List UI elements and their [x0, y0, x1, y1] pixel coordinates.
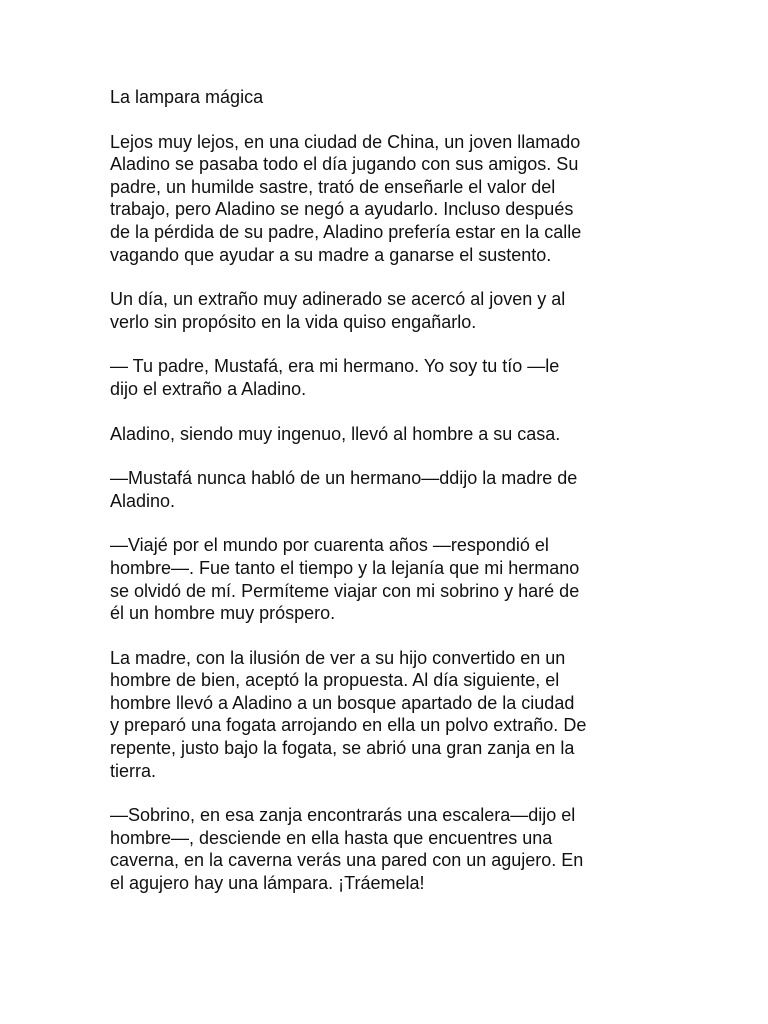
paragraph [110, 355, 670, 400]
text-line: La madre, con la ilusión de ver a su hijo convertido en un [110, 647, 566, 668]
text-line: y preparó una fogata arrojando en ella un polvo extraño. De [110, 715, 587, 736]
text-line: Aladino se pasaba todo el día jugando con sus amigos. Su [110, 154, 579, 175]
text-line: —Sobrino, en esa zanja encontrarás una escalera—dijo el [110, 805, 576, 826]
text-line: tierra. [110, 760, 157, 781]
text-line: Aladino, siendo muy ingenuo, llevó al hombre a su casa. [110, 423, 561, 444]
text-line: —Mustafá nunca habló de un hermano—ddijo la madre de [110, 468, 578, 489]
text-line: hombre—, desciende en ella hasta que encuentres una [110, 827, 553, 848]
text-line: repente, justo bajo la fogata, se abrió una gran zanja en la [110, 738, 575, 759]
text-line: hombre de bien, aceptó la propuesta. Al día siguiente, el [110, 670, 560, 691]
paragraph [110, 534, 670, 624]
text-line: él un hombre muy próspero. [110, 603, 336, 624]
text-line: caverna, en la caverna verás una pared con un agujero. En [110, 850, 584, 871]
text-line: trabajo, pero Aladino se negó a ayudarlo. Incluso después [110, 199, 574, 220]
paragraph [110, 467, 670, 512]
document-title: La lampara mágica [110, 87, 264, 107]
paragraph [110, 423, 670, 446]
text-line: el agujero hay una lámpara. ¡Tráemela! [110, 873, 425, 894]
text-line: Aladino. [110, 490, 176, 511]
text-line: hombre—. Fue tanto el tiempo y la lejanía que mi hermano [110, 557, 580, 578]
text-line: Un día, un extraño muy adinerado se acercó al joven y al [110, 289, 566, 310]
text-line: — Tu padre, Mustafá, era mi hermano. Yo soy tu tío —le [110, 356, 560, 377]
text-line: de la pérdida de su padre, Aladino prefería estar en la calle [110, 221, 582, 242]
text-line: Lejos muy lejos, en una ciudad de China, un joven llamado [110, 131, 581, 152]
text-line: verlo sin propósito en la vida quiso engañarlo. [110, 311, 477, 332]
paragraph [110, 647, 670, 783]
text-line: se olvidó de mí. Permíteme viajar con mi sobrino y haré de [110, 580, 580, 601]
document-page [110, 86, 670, 917]
text-line: padre, un humilde sastre, trató de enseñarle el valor del [110, 176, 556, 197]
paragraph [110, 131, 670, 267]
text-line: hombre llevó a Aladino a un bosque apartado de la ciudad [110, 692, 575, 713]
text-line: —Viajé por el mundo por cuarenta años —respondió el [110, 535, 549, 556]
text-line: dijo el extraño a Aladino. [110, 378, 307, 399]
paragraph [110, 288, 670, 333]
text-line: vagando que ayudar a su madre a ganarse el sustento. [110, 244, 552, 265]
paragraph [110, 804, 670, 894]
